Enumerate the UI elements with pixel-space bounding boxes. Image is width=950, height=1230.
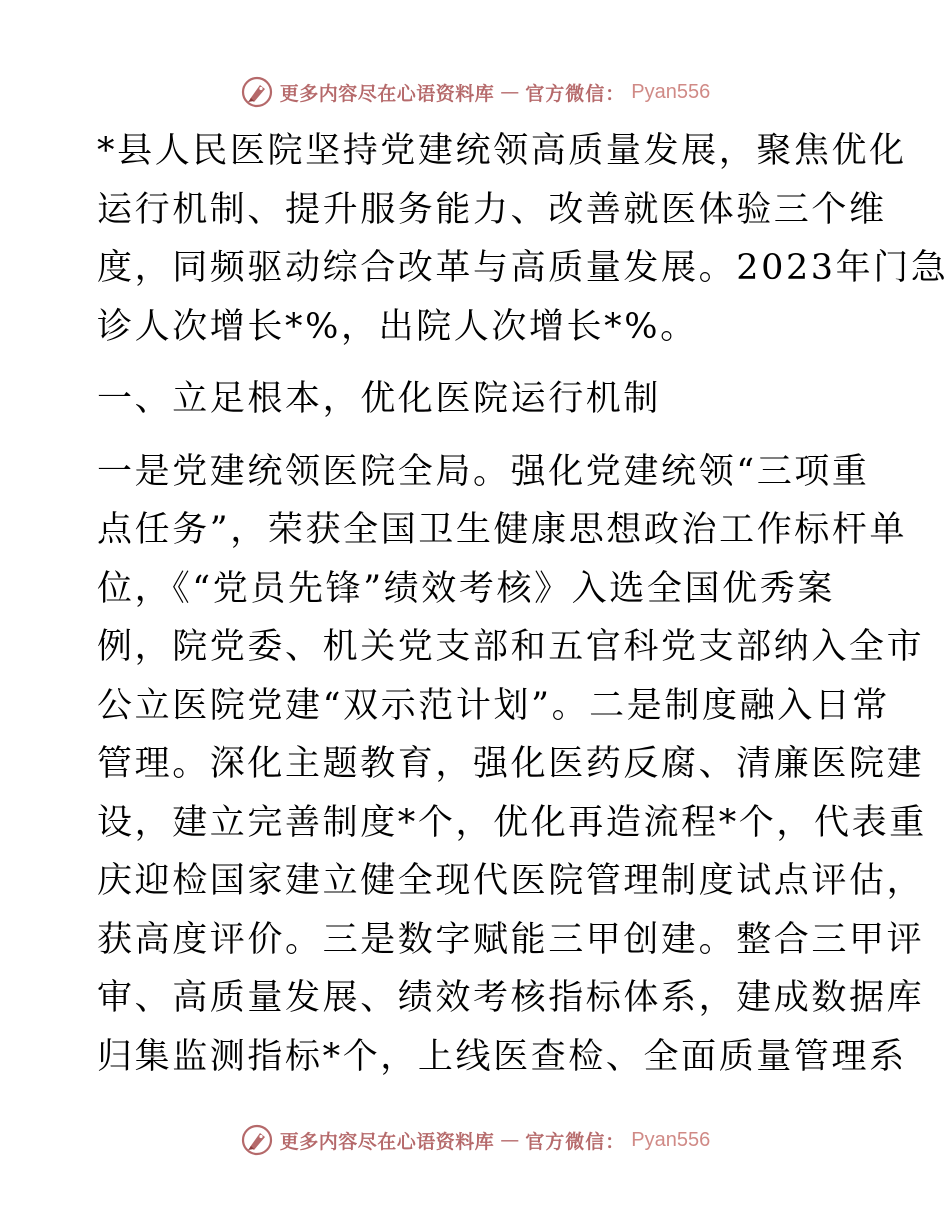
watermark-main-text: 更多内容尽在心语资料库 (279, 82, 495, 105)
text-line: 点任务”，荣获全国卫生健康思想政治工作标杆单 (97, 510, 908, 550)
watermark-dash: — (500, 1129, 520, 1151)
watermark-wechat-id: Pyan556 (631, 80, 711, 103)
watermark-wechat-label: 官方微信： (525, 82, 626, 105)
header-watermark (0, 72, 950, 112)
text-line: 归集监测指标*个，上线医查检、全面质量管理系 (97, 1036, 907, 1077)
watermark-main-text: 更多内容尽在心语资料库 (279, 1130, 495, 1153)
pen-nib-logo-icon (240, 75, 274, 109)
document-body (97, 122, 949, 1086)
text-line: 运行机制、提升服务能力、改善就医体验三个维 (97, 189, 887, 230)
watermark-wechat-label: 官方微信： (525, 1130, 626, 1153)
footer-watermark (0, 1120, 950, 1160)
text-line: 诊人次增长*%，出院人次增长*%。 (97, 306, 698, 347)
text-line: 位，《“党员先锋”绩效考核》入选全国优秀案 (97, 568, 835, 609)
text-line: 公立医院党建“双示范计划”。二是制度融入日常 (97, 685, 890, 726)
text-line: 设，建立完善制度*个，优化再造流程*个，代表重 (97, 802, 927, 843)
section-paragraph (97, 443, 927, 1087)
text-line: 审、高质量发展、绩效考核指标体系，建成数据库 (97, 978, 925, 1018)
section-heading-text: 一、立足根本，优化医院运行机制 (97, 379, 662, 419)
text-line: 例，院党委、机关党支部和五官科党支部纳入全市 (97, 627, 925, 667)
text-line: *县人民医院坚持党建统领高质量发展，聚焦优化 (97, 131, 907, 171)
section-heading (97, 370, 857, 429)
text-line: 管理。深化主题教育，强化医药反腐、清廉医院建 (97, 744, 925, 784)
text-line: 一是党建统领医院全局。强化党建统领“三项重 (97, 451, 870, 492)
watermark-wechat-id: Pyan556 (631, 1128, 711, 1151)
pen-nib-logo-icon (240, 1123, 274, 1157)
watermark-dash: — (500, 81, 520, 103)
text-line: 度，同频驱动综合改革与高质量发展。2023年门急 (97, 248, 949, 288)
intro-paragraph (97, 122, 949, 356)
text-line: 庆迎检国家建立健全现代医院管理制度试点评估， (97, 861, 925, 901)
text-line: 获高度评价。三是数字赋能三甲创建。整合三甲评 (97, 919, 925, 960)
